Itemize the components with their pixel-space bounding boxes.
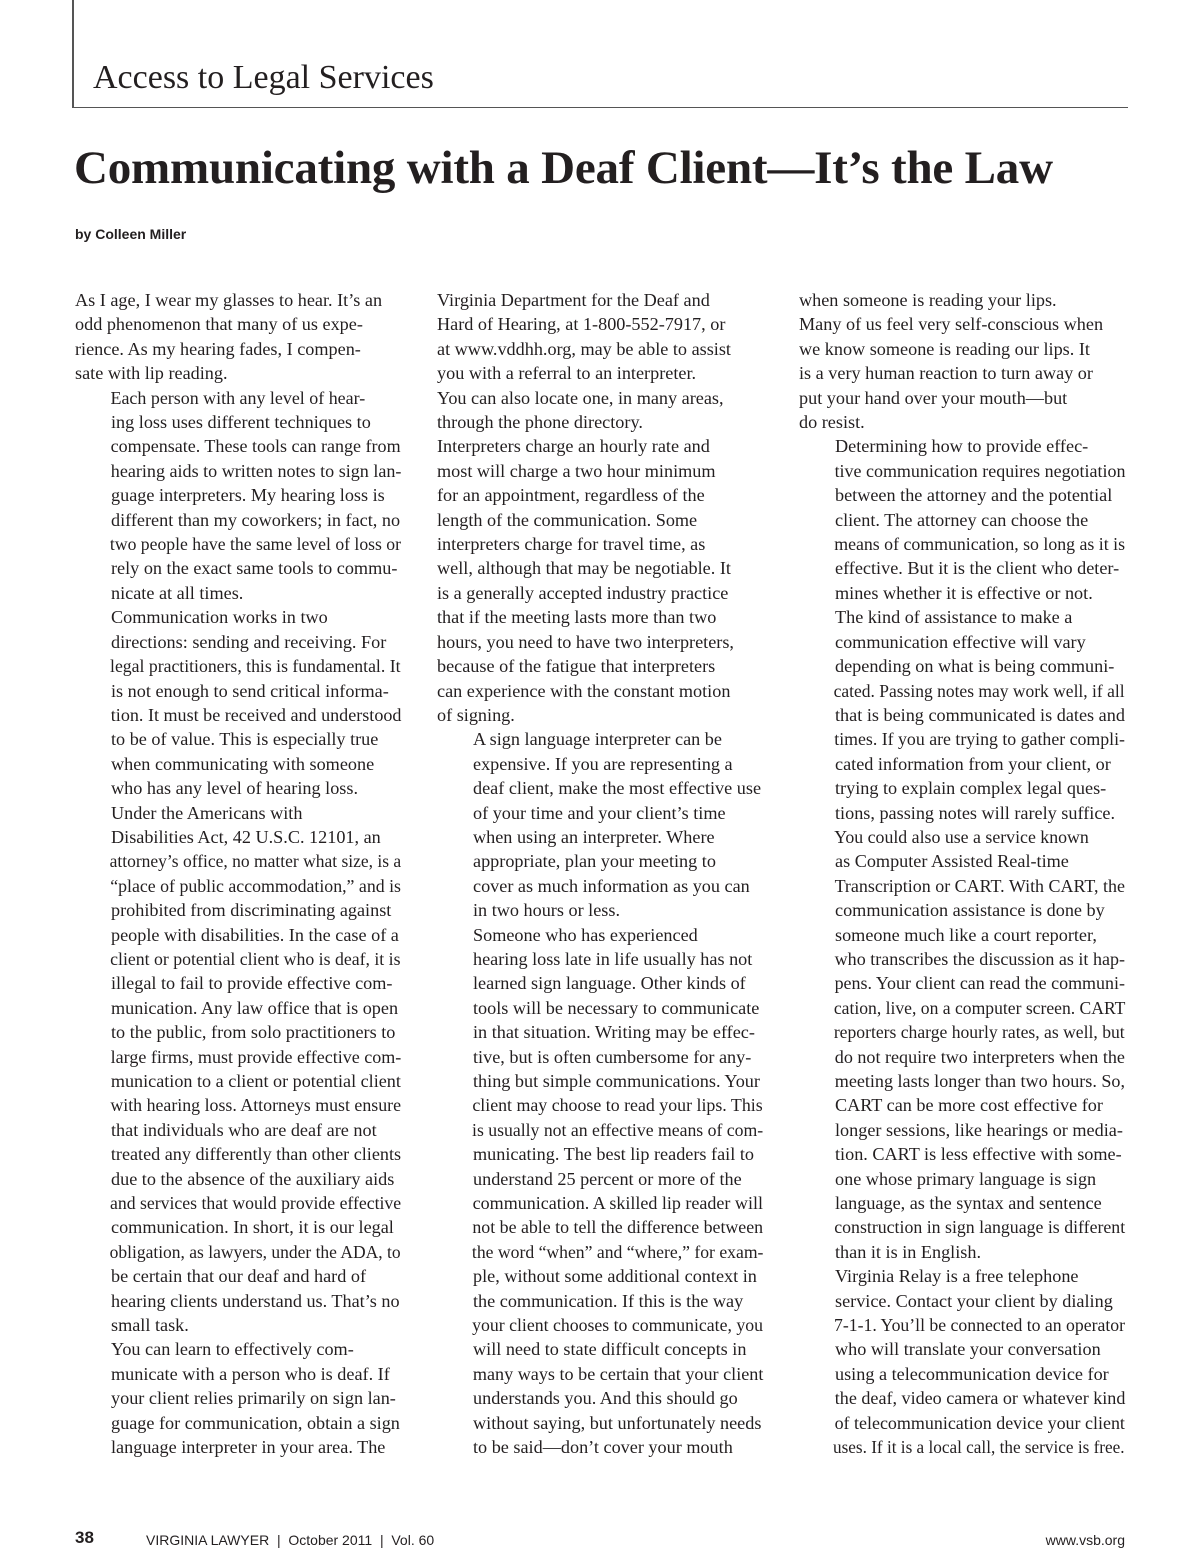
text-column-1 (75, 288, 401, 1460)
text-line: Each person with any level of hear- (110, 387, 366, 408)
text-line: cover as much information as you can (473, 875, 750, 896)
text-line: pens. Your client can read the communi- (834, 973, 1125, 994)
text-line: uses. If it is a local call, the service is free. (833, 1437, 1125, 1458)
text-line: your client relies primarily on sign lan- (111, 1388, 396, 1409)
text-line: Under the Americans with (111, 802, 303, 823)
text-line: “place of public accommodation,” and is (110, 875, 401, 896)
text-line: your client chooses to communicate, you (472, 1315, 763, 1336)
text-line: is usually not an effective means of com- (472, 1119, 764, 1140)
text-line: directions: sending and receiving. For (111, 631, 387, 652)
text-line: illegal to fail to provide effective com- (111, 973, 393, 994)
text-line: understands you. And this should go (473, 1388, 738, 1409)
text-line: Virginia Department for the Deaf and (437, 290, 710, 310)
text-line: communication assistance is done by (835, 900, 1105, 921)
text-line: The kind of assistance to make a (835, 607, 1073, 628)
text-line: language, as the syntax and sentence (835, 1193, 1102, 1214)
paragraph (437, 288, 763, 727)
text-line: interpreters charge for travel time, as (437, 534, 706, 555)
text-line: who will translate your conversation (835, 1339, 1101, 1360)
text-line: as Computer Assisted Real-time (835, 851, 1069, 872)
text-line: hearing loss late in life usually has not (473, 948, 753, 969)
text-line: meeting lasts longer than two hours. So, (834, 1071, 1125, 1091)
header-vertical-rule (72, 0, 74, 108)
text-line: legal practitioners, this is fundamental. It (110, 656, 401, 677)
text-line: that if the meeting lasts more than two (437, 607, 717, 628)
text-line: the communication. If this is the way (473, 1290, 744, 1311)
text-line: CART can be more cost effective for (835, 1095, 1103, 1116)
text-line: the word “when” and “where,” for exam- (471, 1241, 764, 1262)
text-line: through the phone directory. (437, 412, 643, 433)
text-line: to be of value. This is especially true (111, 729, 379, 750)
text-line: ple, without some additional context in (473, 1266, 757, 1287)
text-line: prohibited from discriminating against (111, 900, 392, 921)
text-line: communication. A skilled lip reader will (472, 1193, 763, 1214)
text-line: odd phenomenon that many of us expe- (75, 314, 363, 335)
text-line: put your hand over your mouth—but (799, 387, 1068, 408)
byline: by Colleen Miller (75, 226, 187, 242)
text-line: effective. But it is the client who deter- (835, 558, 1120, 579)
text-line: rely on the exact same tools to commu- (111, 558, 398, 579)
text-line: cated. Passing notes may work well, if all (833, 680, 1125, 701)
text-line: cation, live, on a computer screen. CART (833, 997, 1126, 1018)
header-horizontal-rule (72, 107, 1128, 108)
text-line: tive, but is often cumbersome for any- (473, 1046, 752, 1067)
paragraph (75, 288, 401, 386)
text-line: A sign language interpreter can be (473, 729, 722, 750)
text-line: that is being communicated is dates and (835, 704, 1125, 725)
text-line: communication. In short, it is our legal (111, 1217, 394, 1238)
text-line: most will charge a two hour minimum (437, 460, 716, 481)
text-line: municating. The best lip readers fail to (473, 1144, 754, 1165)
text-column-2 (437, 288, 763, 1460)
text-line: due to the absence of the auxiliary aids (111, 1168, 395, 1189)
text-line: who has any level of hearing loss. (111, 778, 358, 799)
text-line: client. The attorney can choose the (835, 509, 1089, 530)
text-line: not be able to tell the difference between (472, 1217, 764, 1238)
text-line: when using an interpreter. Where (473, 826, 715, 847)
text-line: tools will be necessary to communicate (473, 997, 760, 1018)
text-line: tive communication requires negotiation (834, 460, 1126, 481)
publication-info: VIRGINIA LAWYER | October 2011 | Vol. 60 (146, 1532, 435, 1548)
text-line: to the public, from solo practitioners to (111, 1022, 396, 1043)
text-line: municate with a person who is deaf. If (111, 1363, 390, 1384)
text-line: someone much like a court reporter, (835, 924, 1097, 945)
text-line: Transcription or CART. With CART, the (834, 875, 1125, 896)
text-line: obligation, as lawyers, under the ADA, to (109, 1241, 401, 1262)
text-line: of signing. (437, 704, 515, 725)
paragraph (75, 1337, 401, 1459)
paragraph (799, 1264, 1125, 1459)
text-line: tions, passing notes will rarely suffice. (835, 802, 1116, 823)
text-line: is a generally accepted industry practice (437, 582, 729, 603)
text-line: 7-1-1. You’ll be connected to an operator (834, 1315, 1125, 1336)
text-line: sate with lip reading. (75, 363, 228, 384)
text-line: depending on what is being communi- (835, 656, 1115, 677)
text-line: nicate at all times. (111, 582, 244, 603)
text-line: well, although that may be negotiable. It (437, 558, 731, 579)
text-line: than it is in English. (835, 1241, 982, 1262)
text-line: service. Contact your client by dialing (835, 1290, 1113, 1311)
text-line: when communicating with someone (111, 753, 375, 774)
text-line: You could also use a service known (834, 826, 1089, 847)
section-heading: Access to Legal Services (93, 59, 434, 96)
text-line: hearing aids to written notes to sign lan- (110, 460, 402, 481)
text-line: construction in sign language is different (834, 1217, 1126, 1238)
paragraph (75, 605, 401, 800)
page-number: 38 (75, 1528, 94, 1547)
text-line: length of the communication. Some (437, 509, 698, 530)
text-line: client may choose to read your lips. This (472, 1095, 763, 1116)
text-line: means of communication, so long as it is (834, 534, 1126, 555)
text-line: one whose primary language is sign (835, 1168, 1097, 1189)
text-line: Someone who has experienced (473, 924, 698, 945)
text-line: the deaf, video camera or whatever kind (834, 1388, 1126, 1409)
text-line: trying to explain complex legal ques- (835, 778, 1107, 799)
text-line: learned sign language. Other kinds of (473, 973, 746, 994)
text-line: different than my coworkers; in fact, no (111, 509, 401, 530)
text-line: between the attorney and the potential (835, 485, 1113, 506)
text-line: communication effective will vary (835, 631, 1086, 652)
text-line: that individuals who are deaf are not (111, 1119, 377, 1140)
text-line: rience. As my hearing fades, I compen- (75, 338, 361, 359)
paragraph (799, 434, 1125, 605)
text-line: do not require two interpreters when the (834, 1046, 1125, 1067)
text-line: language interpreter in your area. The (111, 1437, 386, 1458)
text-line: for an appointment, regardless of the (437, 485, 705, 506)
text-line: you with a referral to an interpreter. (437, 363, 697, 384)
text-line: thing but simple communications. Your (473, 1071, 760, 1091)
text-line: because of the fatigue that interpreters (437, 656, 716, 677)
paragraph (75, 386, 401, 606)
paragraph (799, 605, 1125, 825)
text-line: expensive. If you are representing a (473, 753, 733, 774)
text-line: to be said—don’t cover your mouth (473, 1437, 733, 1458)
text-line: You can also locate one, in many areas, (437, 387, 724, 408)
text-line: As I age, I wear my glasses to hear. It’s an (75, 290, 383, 310)
text-line: tion. It must be received and understood (110, 704, 402, 725)
text-line: people with disabilities. In the case of a (111, 924, 399, 945)
text-line: Communication works in two (111, 607, 328, 628)
text-line: attorney’s office, no matter what size, is a (109, 851, 402, 872)
text-line: many ways to be certain that your client (472, 1363, 764, 1384)
text-line: client or potential client who is deaf, it is (110, 948, 401, 969)
text-line: large firms, must provide effective com- (110, 1046, 402, 1067)
text-line: treated any differently than other clients (110, 1144, 402, 1165)
paragraph (75, 801, 401, 1338)
text-line: mines whether it is effective or not. (835, 582, 1093, 603)
text-line: hours, you need to have two interpreters, (437, 631, 734, 652)
paragraph (799, 288, 1125, 434)
text-line: munication. Any law office that is open (111, 997, 399, 1018)
text-line: is not enough to send critical informa- (111, 680, 389, 701)
text-line: Determining how to provide effec- (835, 436, 1089, 457)
text-line: ing loss uses different techniques to (111, 412, 371, 433)
text-line: who transcribes the discussion as it hap- (834, 948, 1125, 969)
text-line: longer sessions, like hearings or media- (835, 1119, 1123, 1140)
text-line: appropriate, plan your meeting to (473, 851, 716, 872)
paragraph (437, 923, 763, 1460)
text-column-3 (799, 288, 1125, 1460)
text-line: Disabilities Act, 42 U.S.C. 12101, an (111, 826, 381, 847)
text-line: Hard of Hearing, at 1-800-552-7917, or (437, 314, 726, 335)
text-line: guage for communication, obtain a sign (111, 1412, 400, 1433)
text-line: be certain that our deaf and hard of (111, 1266, 367, 1287)
text-line: reporters charge hourly rates, as well, but (833, 1022, 1125, 1043)
text-line: You can learn to effectively com- (111, 1339, 354, 1360)
text-line: Many of us feel very self-conscious when (799, 314, 1104, 335)
text-line: two people have the same level of loss or (109, 534, 402, 555)
text-line: guage interpreters. My hearing loss is (111, 485, 385, 506)
text-line: deaf client, make the most effective use (473, 778, 762, 799)
text-line: without saying, but unfortunately needs (473, 1412, 762, 1433)
text-line: understand 25 percent or more of the (473, 1168, 742, 1189)
website-url: www.vsb.org (1045, 1532, 1125, 1548)
text-line: in that situation. Writing may be effec- (473, 1022, 755, 1043)
text-line: using a telecommunication device for (835, 1363, 1109, 1384)
text-line: Virginia Relay is a free telephone (835, 1266, 1079, 1287)
paragraph (799, 825, 1125, 1264)
text-line: with hearing loss. Attorneys must ensure (110, 1095, 402, 1116)
text-line: we know someone is reading our lips. It (799, 338, 1090, 359)
text-line: when someone is reading your lips. (799, 290, 1057, 310)
text-line: compensate. These tools can range from (110, 436, 401, 457)
text-line: tion. CART is less effective with some- (835, 1144, 1122, 1165)
text-line: is a very human reaction to turn away or (799, 363, 1093, 384)
text-line: times. If you are trying to gather compli- (834, 729, 1125, 750)
text-line: will need to state difficult concepts in (473, 1339, 747, 1360)
text-line: can experience with the constant motion (437, 680, 731, 701)
text-line: of telecommunication device your client (834, 1412, 1125, 1433)
text-line: small task. (111, 1315, 189, 1336)
text-line: cated information from your client, or (835, 753, 1111, 774)
paragraph (437, 727, 763, 922)
text-line: Interpreters charge an hourly rate and (437, 436, 710, 457)
article-title: Communicating with a Deaf Client—It’s the Law (74, 142, 1053, 194)
text-line: hearing clients understand us. That’s no (111, 1290, 400, 1311)
text-line: and services that would provide effective (110, 1193, 402, 1214)
text-line: at www.vddhh.org, may be able to assist (437, 338, 731, 359)
text-line: of your time and your client’s time (473, 802, 726, 823)
text-line: do resist. (799, 412, 865, 433)
text-line: munication to a client or potential client (110, 1071, 401, 1091)
text-line: in two hours or less. (473, 900, 621, 921)
